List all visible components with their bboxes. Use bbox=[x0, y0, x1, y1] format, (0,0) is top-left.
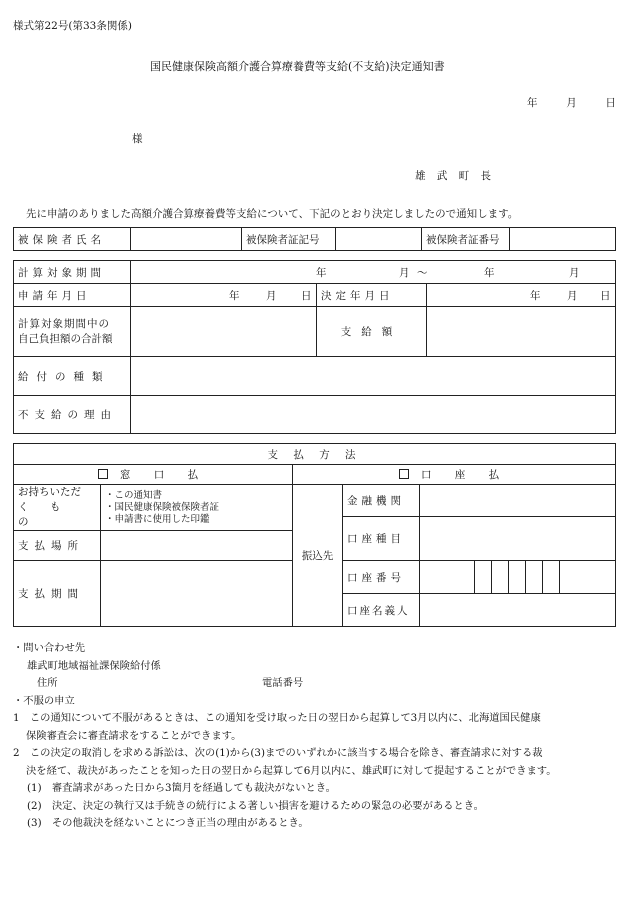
objection-heading: ・不服の申立 bbox=[13, 694, 75, 707]
bring-item: ・この通知書 bbox=[105, 489, 163, 501]
app-month: 月 bbox=[266, 290, 277, 302]
bring-items-label bbox=[14, 485, 101, 531]
date-year: 年 bbox=[527, 97, 538, 109]
insured-number-field[interactable] bbox=[510, 228, 616, 251]
form-number: 様式第22号(第33条関係) bbox=[13, 20, 132, 32]
addressee-suffix: 様 bbox=[132, 133, 143, 145]
account-number-digit[interactable] bbox=[526, 561, 543, 594]
bank-field[interactable] bbox=[420, 485, 616, 517]
period-label: 計算対象期間 bbox=[14, 261, 131, 284]
contact-office: 雄武町地域福祉課保険給付係 bbox=[27, 659, 161, 672]
issuer-name: 雄 武 町 長 bbox=[415, 170, 496, 182]
bring-items-list bbox=[101, 485, 293, 531]
app-day: 日 bbox=[301, 290, 312, 302]
application-date-field[interactable] bbox=[131, 284, 317, 307]
account-number-branch[interactable] bbox=[420, 561, 475, 594]
account-holder-field[interactable] bbox=[420, 594, 616, 627]
objection-item-2-line1: 2 この決定の取消しを求める訴訟は、次の(1)から(3)までのいずれかに該当する場合を除き、審査請求に対する裁 bbox=[13, 747, 543, 759]
objection-sub-2: (2) 決定、決定の執行又は手続きの続行による著しい損害を避けるための緊急の必要があるとき。 bbox=[27, 799, 484, 812]
payment-amount-label: 支給額 bbox=[317, 307, 427, 357]
document-title: 国民健康保険高額介護合算療養費等支給(不支給)決定通知書 bbox=[150, 60, 445, 73]
counter-payment-option[interactable] bbox=[14, 465, 293, 485]
payment-method-header: 支 払 方 法 bbox=[14, 444, 616, 465]
bank-label: 金融機関 bbox=[343, 485, 420, 517]
self-burden-field[interactable] bbox=[131, 307, 317, 357]
self-burden-label bbox=[14, 307, 131, 357]
account-number-digit[interactable] bbox=[492, 561, 509, 594]
intro-text: 先に申請のありました高額介護合算療養費等支給について、下記のとおり決定しましたので通知します。 bbox=[26, 208, 519, 220]
dec-day: 日 bbox=[600, 290, 611, 302]
period-tilde: ～ bbox=[417, 267, 428, 279]
insured-name-label: 被保険者氏名 bbox=[14, 228, 131, 251]
contact-heading: ・問い合わせ先 bbox=[13, 642, 86, 654]
payment-period-label: 支払期間 bbox=[14, 561, 101, 627]
period-month-2: 月 bbox=[569, 267, 580, 279]
issue-date bbox=[527, 95, 616, 110]
dec-month: 月 bbox=[567, 290, 578, 302]
application-date-label: 申請年月日 bbox=[14, 284, 131, 307]
account-number-digit[interactable] bbox=[475, 561, 492, 594]
decision-date-field[interactable] bbox=[427, 284, 616, 307]
decision-date-label: 決定年月日 bbox=[317, 284, 427, 307]
bring-items-label-line1: お持ちいただ bbox=[18, 486, 81, 498]
objection-item-2-line2: 決を経て、裁決があったことを知った日の翌日から起算して6月以内に、雄武町に対して提起することができます。 bbox=[26, 764, 557, 777]
app-year: 年 bbox=[229, 290, 240, 302]
benefit-type-label: 給付の種類 bbox=[14, 357, 131, 396]
objection-item-1-line1: 1 この通知について不服があるときは、この通知を受け取った日の翌日から起算して3月以内に、北海道国民健康 bbox=[13, 712, 541, 724]
period-year-2: 年 bbox=[484, 267, 495, 279]
transfer-payment-option[interactable] bbox=[293, 465, 616, 485]
period-year-1: 年 bbox=[316, 267, 327, 279]
bring-items-label-line2: く も の bbox=[18, 501, 70, 528]
period-month-1: 月 bbox=[399, 267, 410, 279]
insured-table bbox=[13, 227, 616, 251]
transfer-to-label: 振込先 bbox=[293, 485, 343, 627]
period-field[interactable] bbox=[131, 261, 616, 284]
dec-year: 年 bbox=[530, 290, 541, 302]
account-holder-label: 口座名義人 bbox=[343, 594, 420, 627]
account-type-label: 口座種目 bbox=[343, 517, 420, 561]
transfer-payment-label: 口 座 払 bbox=[420, 469, 510, 481]
insured-number-label: 被保険者証番号 bbox=[422, 228, 510, 251]
payment-place-field[interactable] bbox=[101, 531, 293, 561]
bring-item: ・国民健康保険被保険者証 bbox=[105, 501, 220, 513]
account-type-field[interactable] bbox=[420, 517, 616, 561]
payment-table bbox=[13, 443, 616, 627]
account-number-digit[interactable] bbox=[560, 561, 616, 594]
counter-checkbox[interactable] bbox=[98, 469, 108, 479]
payment-amount-field[interactable] bbox=[427, 307, 616, 357]
objection-sub-3: (3) その他裁決を経ないことにつき正当の理由があるとき。 bbox=[27, 817, 309, 829]
date-day: 日 bbox=[605, 97, 616, 109]
objection-item-1-line2: 保険審査会に審査請求をすることができます。 bbox=[26, 729, 242, 742]
self-burden-label-line1: 計算対象期間中の bbox=[18, 317, 110, 330]
decision-table bbox=[13, 260, 616, 434]
insured-name-field[interactable] bbox=[131, 228, 242, 251]
account-number-digit[interactable] bbox=[509, 561, 526, 594]
notes-section bbox=[13, 640, 618, 833]
insured-symbol-label: 被保険者証記号 bbox=[242, 228, 336, 251]
payment-place-label: 支払場所 bbox=[14, 531, 101, 561]
non-payment-reason-field[interactable] bbox=[131, 396, 616, 434]
account-number-label: 口座番号 bbox=[343, 561, 420, 594]
payment-period-field[interactable] bbox=[101, 561, 293, 627]
address-label: 住所 bbox=[37, 677, 58, 689]
bring-item: ・申請書に使用した印鑑 bbox=[105, 513, 210, 525]
date-month: 月 bbox=[566, 97, 577, 109]
objection-sub-1: (1) 審査請求があった日から3箇月を経過しても裁決がないとき。 bbox=[27, 782, 336, 794]
counter-payment-label: 窓 口 払 bbox=[119, 469, 209, 481]
phone-label: 電話番号 bbox=[262, 677, 304, 689]
non-payment-reason-label: 不支給の理由 bbox=[14, 396, 131, 434]
account-number-digit[interactable] bbox=[543, 561, 560, 594]
transfer-checkbox[interactable] bbox=[399, 469, 409, 479]
benefit-type-field[interactable] bbox=[131, 357, 616, 396]
insured-symbol-field[interactable] bbox=[336, 228, 422, 251]
contact-address-row bbox=[13, 675, 618, 693]
self-burden-label-line2: 自己負担額の合計額 bbox=[18, 332, 113, 345]
